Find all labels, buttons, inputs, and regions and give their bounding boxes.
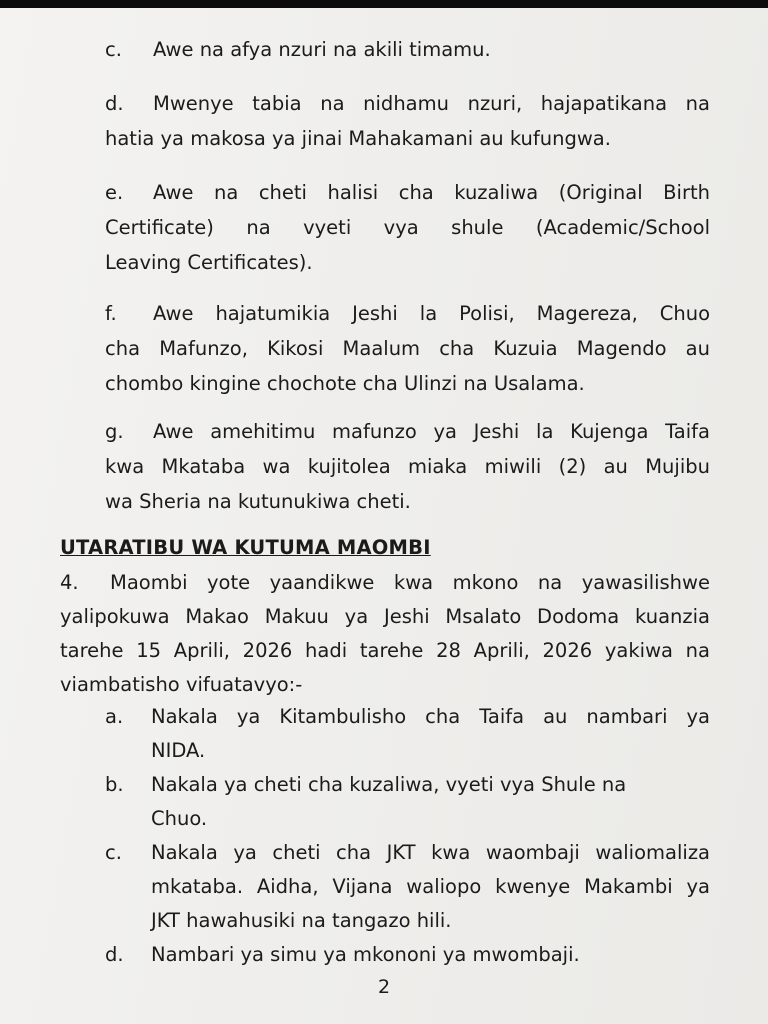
requirement-c — [105, 32, 710, 67]
attachment-a — [105, 700, 710, 734]
attachment-text: NIDA. — [151, 739, 206, 762]
paragraph-text: viambatisho vifuatavyo:- — [60, 673, 303, 696]
paragraph-text: Maombi yote yaandikwe kwa mkono na yawasilishwe — [110, 571, 710, 594]
attachment-text: Nakala ya Kitambulisho cha Taifa au nambari ya — [151, 705, 710, 728]
requirement-text: Mwenye tabia na nidhamu nzuri, hajapatikana na — [153, 92, 710, 115]
requirement-text: chombo kingine chochote cha Ulinzi na Usalama. — [105, 372, 585, 395]
section-paragraph — [60, 566, 710, 702]
attachment-text: Nakala ya cheti cha kuzaliwa, vyeti vya Shule na — [151, 773, 627, 796]
item-letter: g. — [105, 420, 124, 443]
attachment-text: mkataba. Aidha, Vijana waliopo kwenye Makambi ya — [151, 875, 710, 898]
paragraph-number: 4. — [60, 571, 79, 594]
requirement-text: kwa Mkataba wa kujitolea miaka miwili (2) au Mujibu — [105, 455, 710, 478]
requirement-text: Awe na afya nzuri na akili timamu. — [153, 38, 491, 61]
document-page — [0, 8, 768, 1024]
item-letter: d. — [105, 943, 124, 966]
item-letter: e. — [105, 181, 124, 204]
attachment-list — [105, 700, 710, 972]
requirement-text: Leaving Certificates). — [105, 251, 313, 274]
requirement-text: Awe na cheti halisi cha kuzaliwa (Original Birth — [153, 181, 710, 204]
item-letter: b. — [105, 773, 124, 796]
attachment-text: Chuo. — [151, 807, 208, 830]
item-letter: a. — [105, 705, 124, 728]
attachment-text: Nakala ya cheti cha JKT kwa waombaji waliomaliza — [151, 841, 710, 864]
paragraph-text: tarehe 15 Aprili, 2026 hadi tarehe 28 Aprili, 2026 yakiwa na — [60, 639, 710, 662]
item-letter: f. — [105, 302, 117, 325]
attachment-c — [105, 836, 710, 870]
attachment-text: Nambari ya simu ya mkononi ya mwombaji. — [151, 943, 580, 966]
item-letter: c. — [105, 841, 122, 864]
requirement-f — [105, 296, 710, 401]
top-border — [0, 0, 768, 8]
item-letter: d. — [105, 92, 124, 115]
section-heading: UTARATIBU WA KUTUMA MAOMBI — [60, 536, 431, 559]
item-letter: c. — [105, 38, 122, 61]
requirement-text: Awe hajatumikia Jeshi la Polisi, Magereza, Chuo — [153, 302, 710, 325]
requirement-text: hatia ya makosa ya jinai Mahakamani au kufungwa. — [105, 127, 611, 150]
requirement-d — [105, 86, 710, 156]
requirement-text: Certificate) na vyeti vya shule (Academic/School — [105, 216, 710, 239]
requirement-g — [105, 414, 710, 519]
requirement-text: cha Mafunzo, Kikosi Maalum cha Kuzuia Magendo au — [105, 337, 710, 360]
requirement-text: wa Sheria na kutunukiwa cheti. — [105, 490, 411, 513]
paragraph-text: yalipokuwa Makao Makuu ya Jeshi Msalato Dodoma kuanzia — [60, 605, 710, 628]
attachment-d — [105, 938, 710, 972]
requirement-text: Awe amehitimu mafunzo ya Jeshi la Kujenga Taifa — [153, 420, 710, 443]
page-number: 2 — [377, 976, 391, 998]
requirement-e — [105, 175, 710, 280]
attachment-b — [105, 768, 710, 802]
attachment-text: JKT hawahusiki na tangazo hili. — [151, 909, 452, 932]
